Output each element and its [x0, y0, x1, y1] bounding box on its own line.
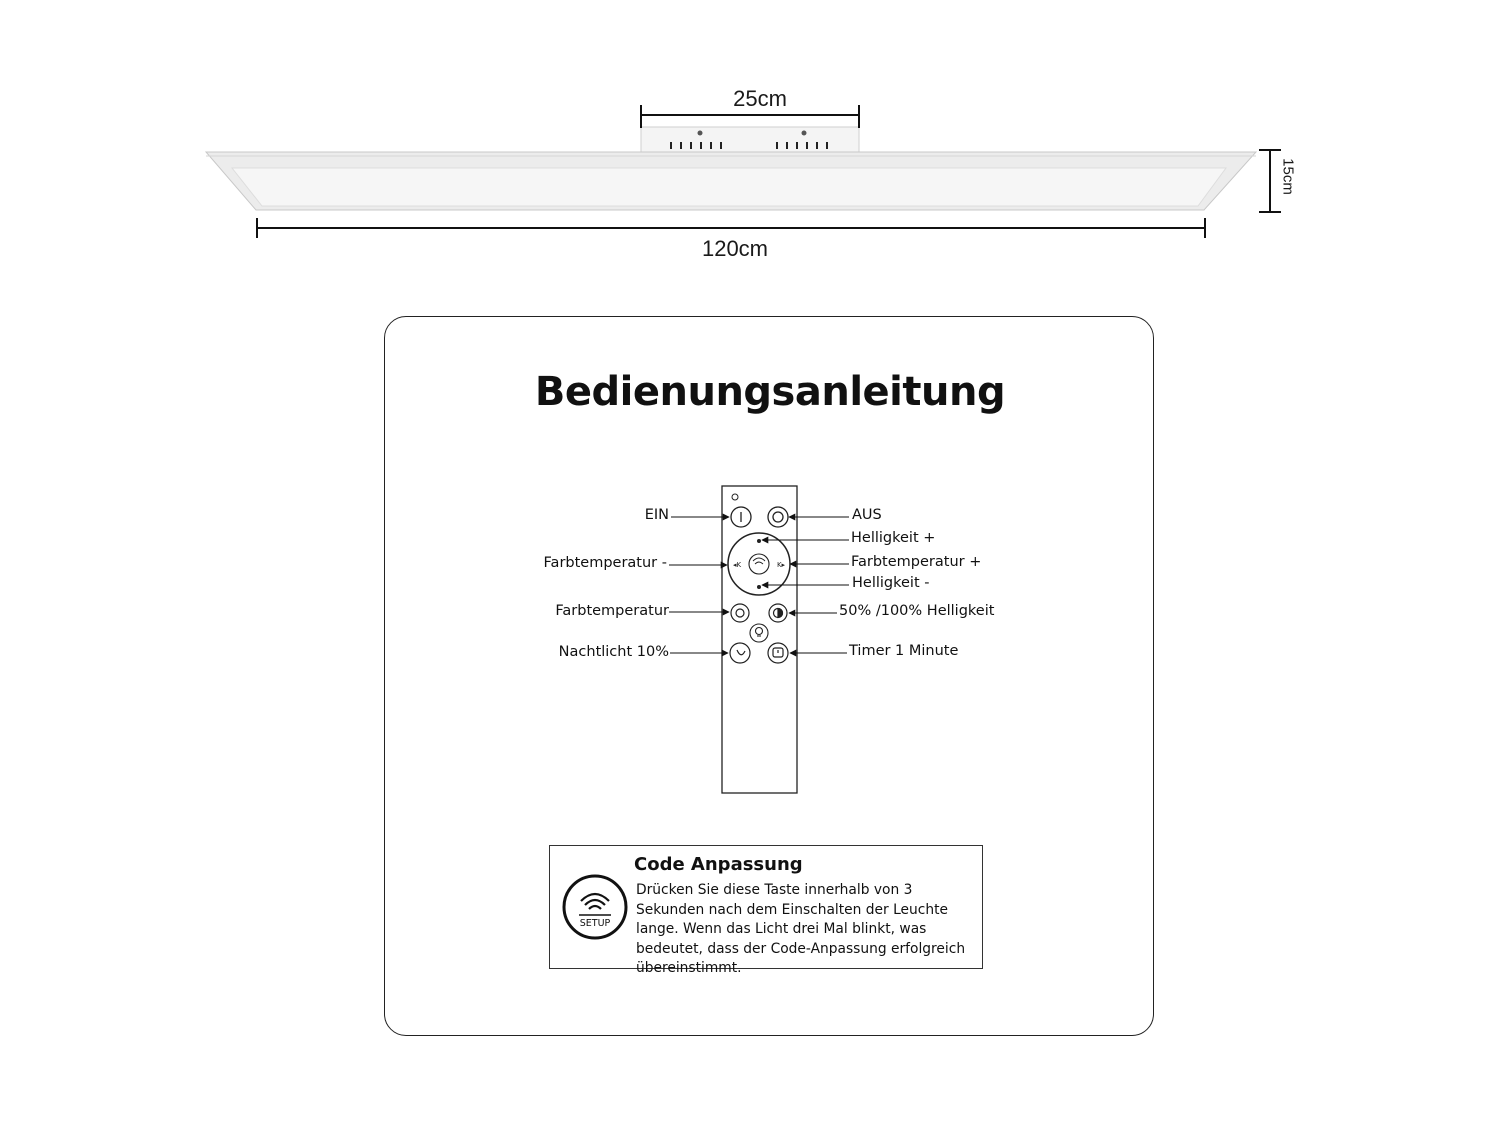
width-label: 25cm [733, 86, 787, 111]
label-color-temp: Farbtemperatur [555, 603, 669, 619]
svg-text:◂K: ◂K [732, 561, 742, 569]
height-label: 15cm [1279, 158, 1297, 195]
label-on: EIN [644, 507, 669, 523]
label-brightness-up: Helligkeit + [851, 530, 936, 546]
mounting-box [641, 127, 859, 154]
code-adjust-title: Code Anpassung [634, 854, 803, 875]
setup-icon-label: SETUP [579, 918, 611, 929]
label-timer: Timer 1 Minute [849, 643, 959, 659]
instruction-card [384, 316, 1154, 1036]
label-night-light: Nachtlicht 10% [558, 644, 669, 660]
height-dimension-line [1259, 150, 1281, 212]
label-color-temp-up: Farbtemperatur + [851, 554, 982, 570]
label-color-temp-down: Farbtemperatur - [543, 555, 667, 571]
code-adjust-text: Drücken Sie diese Taste innerhalb von 3 Sekunden nach dem Einschalten der Leuchte lange. Wenn das Licht drei Mal blinkt, was bedeutet, dass der Code-Anpassung erfolgreich übereinstimmt. [636, 882, 966, 976]
length-label: 120cm [701, 236, 769, 261]
remote-body [722, 486, 797, 793]
label-brightness-down: Helligkeit - [852, 575, 930, 591]
instructions-title: Bedienungsanleitung [534, 369, 1006, 415]
setup-icon [562, 874, 628, 940]
code-adjust-box [549, 845, 983, 976]
label-off: AUS [852, 507, 882, 523]
length-dimension-line [257, 218, 1205, 238]
svg-text:K▸: K▸ [776, 561, 786, 569]
label-brightness-50-100: 50% /100% Helligkeit [839, 603, 995, 619]
